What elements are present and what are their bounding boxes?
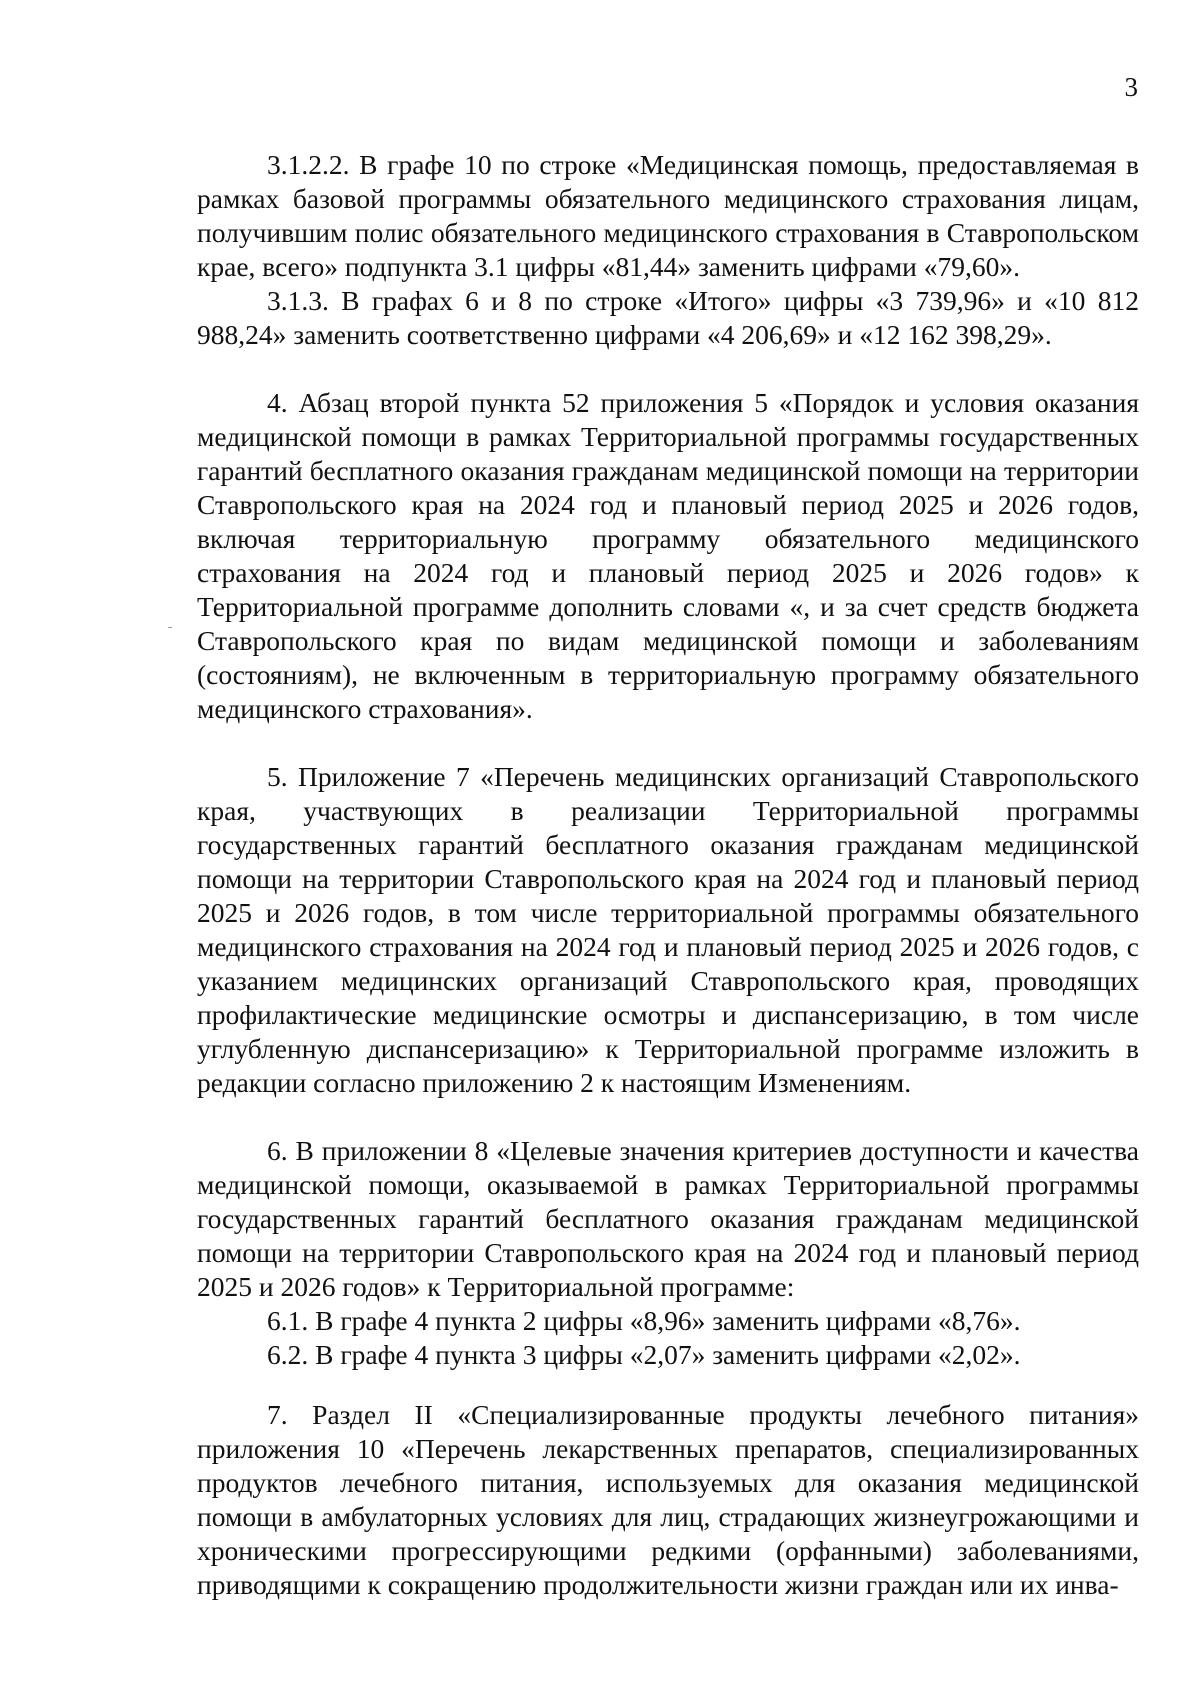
paragraph-6-2: 6.2. В графе 4 пункта 3 цифры «2,07» заменить цифрами «2,02». <box>267 1339 1021 1370</box>
paragraph-4: 4. Абзац второй пункта 52 приложения 5 «Порядок и условия оказания медицинской помощи в рамках Территориальной программы государственных гарантий бесплатного оказания гражданам медицинской помощи на территории Ставропольского края на 2024 год и плановый период 2025 и 2026 годов, включая территориальную программу обязательного медицинского страхования на 2024 год и плановый период 2025 и 2026 годов» к Территориальной программе дополнить словами «, и за счет средств бюджета Ставропольского края по видам медицинской помощи и заболеваниям (состояниям), не включенным в территориальную программу обязательного медицинского страхования». <box>197 387 1139 724</box>
scan-mark <box>168 627 172 628</box>
paragraph-7: 7. Раздел II «Специализированные продукты лечебного питания» приложения 10 «Перечень лекарственных препаратов, специализированных продуктов лечебного питания, используемых для оказания медицинской помощи в амбулаторных условиях для лиц, страдающих жизнеугрожающими и хроническими прогрессирующими редкими (орфанными) заболеваниями, приводящими к сокращению продолжительности жизни граждан или их инва- <box>197 1399 1139 1600</box>
document-body <box>197 148 1139 1602</box>
paragraph-5: 5. Приложение 7 «Перечень медицинских организаций Ставропольского края, участвующих в реализации Территориальной программы государственных гарантий бесплатного оказания гражданам медицинской помощи на территории Ставропольского края на 2024 год и плановый период 2025 и 2026 годов, в том числе территориальной программы обязательного медицинского страхования на 2024 год и плановый период 2025 и 2026 годов, с указанием медицинских организаций Ставропольского края, проводящих профилактические медицинские осмотры и диспансеризацию, в том числе углубленную диспансеризацию» к Территориальной программе изложить в редакции согласно приложению 2 к настоящим Изменениям. <box>197 761 1139 1098</box>
paragraph-3-1-3: 3.1.3. В графах 6 и 8 по строке «Итого» цифры «3 739,96» и «10 812 988,24» заменить соответственно цифрами «4 206,69» и «12 162 398,29». <box>197 285 1139 350</box>
paragraph-6-1: 6.1. В графе 4 пункта 2 цифры «8,96» заменить цифрами «8,76». <box>267 1305 1021 1336</box>
paragraph-6: 6. В приложении 8 «Целевые значения критериев доступности и качества медицинской помощи, оказываемой в рамках Территориальной программы государственных гарантий бесплатного оказания гражданам медицинской помощи на территории Ставропольского края на 2024 год и плановый период 2025 и 2026 годов» к Территориальной программе: <box>197 1135 1139 1302</box>
paragraph-3-1-2-2: 3.1.2.2. В графе 10 по строке «Медицинская помощь, предоставляемая в рамках базовой программы обязательного медицинского страхования лицам, получившим полис обязательного медицинского страхования в Ставропольском крае, всего» подпункта 3.1 цифры «81,44» заменить цифрами «79,60». <box>197 149 1139 282</box>
page-number: 3 <box>1124 72 1138 102</box>
